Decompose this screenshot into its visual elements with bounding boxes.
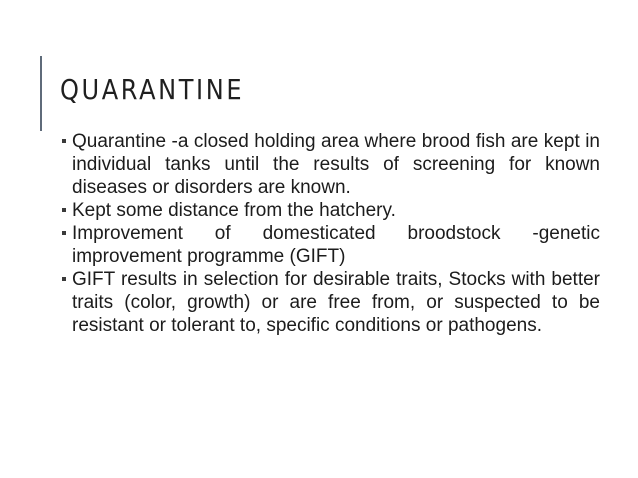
bullet-item [60,130,600,199]
bullet-list [60,130,600,337]
bullet-item [60,199,600,222]
bullet-item [60,268,600,337]
slide-title: QUARANTINE [60,73,245,106]
bullet-item [60,222,600,268]
bullet-text: Improvement of domesticated broodstock -genetic improvement programme (GIFT) [72,223,600,267]
bullet-square-icon [60,199,72,222]
bullet-text: Quarantine -a closed holding area where brood fish are kept in individual tanks until the results of screening for known diseases or disorders are known. [72,131,600,198]
bullet-square-icon [60,130,72,153]
bullet-square-icon [60,222,72,245]
bullet-text: Kept some distance from the hatchery. [72,200,396,221]
bullet-text: GIFT results in selection for desirable traits, Stocks with better traits (color, growth) or are free from, or suspected to be resistant or tolerant to, specific conditions or pathogens. [72,269,600,336]
bullet-square-icon [60,268,72,291]
title-accent-bar [40,56,42,131]
